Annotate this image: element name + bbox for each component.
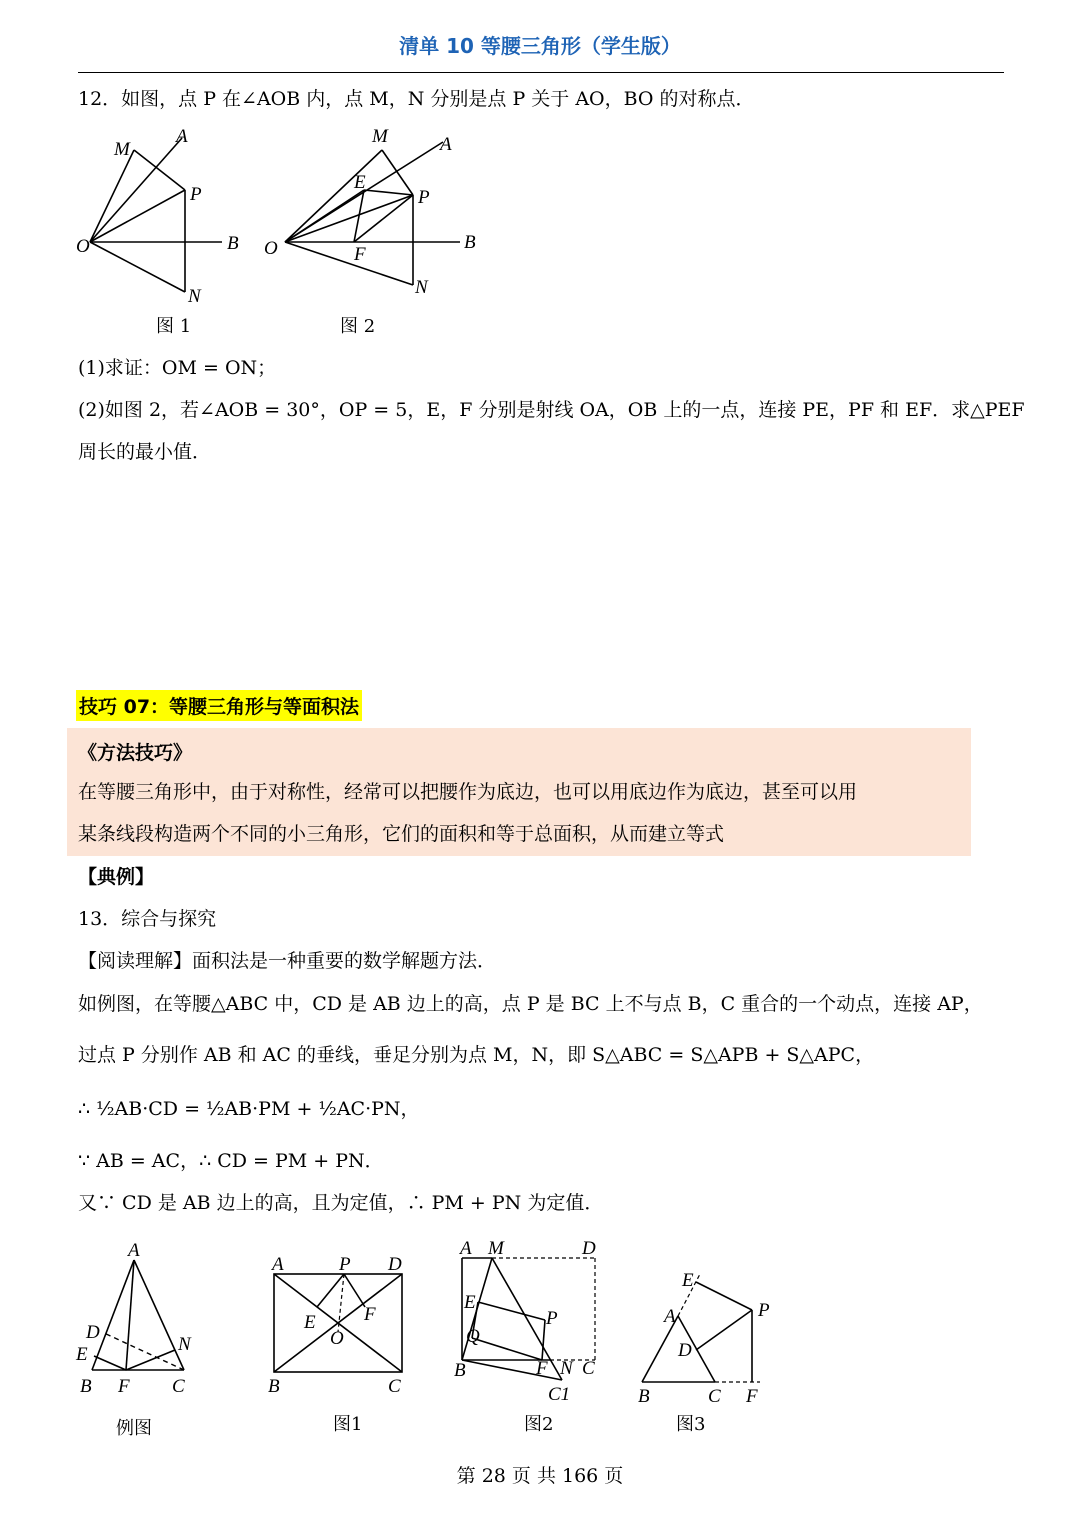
- label-B: B: [268, 1376, 280, 1397]
- label-Q: Q: [466, 1326, 480, 1347]
- label-D: D: [86, 1322, 100, 1343]
- label-A: A: [460, 1238, 472, 1259]
- q13-reading: 【阅读理解】面积法是一种重要的数学解题方法．: [78, 950, 497, 972]
- label-N: N: [415, 277, 428, 298]
- label-A: A: [440, 134, 452, 155]
- fig1-caption: 图 1: [156, 316, 192, 337]
- figure-1: [72, 120, 262, 310]
- label-B: B: [464, 232, 476, 253]
- q12-part2-line1: (2)如图 2，若∠AOB = 30°，OP = 5，E，F 分别是射线 OA，OB 上的一点，连接 PE，PF 和 EF．求△PEF: [78, 399, 1025, 421]
- q13-title: 13．综合与探究: [78, 908, 217, 930]
- label-M: M: [488, 1238, 504, 1259]
- label-C: C: [582, 1358, 595, 1379]
- method-title: 《方法技巧》: [78, 742, 193, 764]
- label-M: M: [114, 139, 130, 160]
- q13-figure-2: [450, 1238, 610, 1408]
- label-E: E: [76, 1344, 88, 1365]
- q13-fig3-caption: 图3: [676, 1414, 706, 1435]
- q13-line5: 又∵ CD 是 AB 边上的高，且为定值，∴ PM + PN 为定值．: [78, 1192, 604, 1214]
- q13-line4: ∵ AB = AC，∴ CD = PM + PN．: [78, 1150, 384, 1172]
- label-F: F: [364, 1304, 376, 1325]
- label-O: O: [76, 236, 90, 257]
- label-N: N: [188, 286, 201, 307]
- label-A: A: [664, 1306, 676, 1327]
- label-E: E: [354, 172, 366, 193]
- example-figure: [72, 1240, 202, 1400]
- label-C: C: [388, 1376, 401, 1397]
- example-caption: 例图: [116, 1418, 152, 1439]
- q13-line3: ∴ ½AB·CD = ½AB·PM + ½AC·PN，: [78, 1098, 420, 1120]
- label-P: P: [339, 1254, 351, 1275]
- q13-fig1-caption: 图1: [333, 1414, 363, 1435]
- label-A: A: [176, 126, 188, 147]
- label-P: P: [190, 184, 202, 205]
- label-C: C: [708, 1386, 721, 1407]
- label-A: A: [272, 1254, 284, 1275]
- label-N: N: [178, 1334, 191, 1355]
- q13-line1: 如例图，在等腰△ABC 中，CD 是 AB 边上的高，点 P 是 BC 上不与点 B，C 重合的一个动点，连接 AP，: [78, 993, 983, 1015]
- label-O: O: [264, 238, 278, 259]
- label-A: A: [128, 1240, 140, 1261]
- label-C: C: [172, 1376, 185, 1397]
- label-E: E: [682, 1270, 694, 1291]
- page-footer: 第 28 页 共 166 页: [456, 1465, 624, 1487]
- q12-stem: 12．如图，点 P 在∠AOB 内，点 M，N 分别是点 P 关于 AO，BO 的对称点．: [78, 88, 755, 110]
- q13-line2: 过点 P 分别作 AB 和 AC 的垂线，垂足分别为点 M，N，即 S△ABC = S△APB + S△APC，: [78, 1044, 875, 1066]
- q13-fig2-caption: 图2: [524, 1414, 554, 1435]
- method-line-1: 在等腰三角形中，由于对称性，经常可以把腰作为底边，也可以用底边作为底边，甚至可以用: [78, 781, 858, 803]
- label-P: P: [758, 1300, 770, 1321]
- method-line-2: 某条线段构造两个不同的小三角形，它们的面积和等于总面积，从而建立等式: [78, 823, 725, 845]
- label-F: F: [354, 244, 366, 265]
- q13-figure-1: [262, 1250, 422, 1400]
- header-rule: [78, 72, 1004, 73]
- figure-2: [258, 120, 488, 310]
- fig2-caption: 图 2: [340, 316, 376, 337]
- label-E: E: [304, 1312, 316, 1333]
- section-title: 技巧 07：等腰三角形与等面积法: [76, 690, 362, 721]
- example-label: 【典例】: [78, 866, 155, 888]
- label-B: B: [638, 1386, 650, 1407]
- label-F: F: [746, 1386, 758, 1407]
- q13-figure-3: [630, 1260, 790, 1410]
- label-B: B: [227, 233, 239, 254]
- label-E: E: [464, 1292, 476, 1313]
- label-B: B: [80, 1376, 92, 1397]
- label-D: D: [582, 1238, 596, 1259]
- q12-part2-line2: 周长的最小值．: [78, 441, 212, 463]
- header-title: 清单 10 等腰三角形（学生版）: [399, 34, 681, 58]
- label-D: D: [678, 1340, 692, 1361]
- label-N: N: [560, 1358, 573, 1379]
- label-O: O: [330, 1328, 344, 1349]
- label-F: F: [536, 1358, 548, 1379]
- label-F: F: [118, 1376, 130, 1397]
- q12-part1: (1)求证：OM = ON；: [78, 357, 277, 379]
- label-P: P: [418, 187, 430, 208]
- label-D: D: [388, 1254, 402, 1275]
- label-C1: C1: [548, 1384, 571, 1405]
- label-B: B: [454, 1360, 466, 1381]
- label-M: M: [372, 126, 388, 147]
- label-P: P: [546, 1308, 558, 1329]
